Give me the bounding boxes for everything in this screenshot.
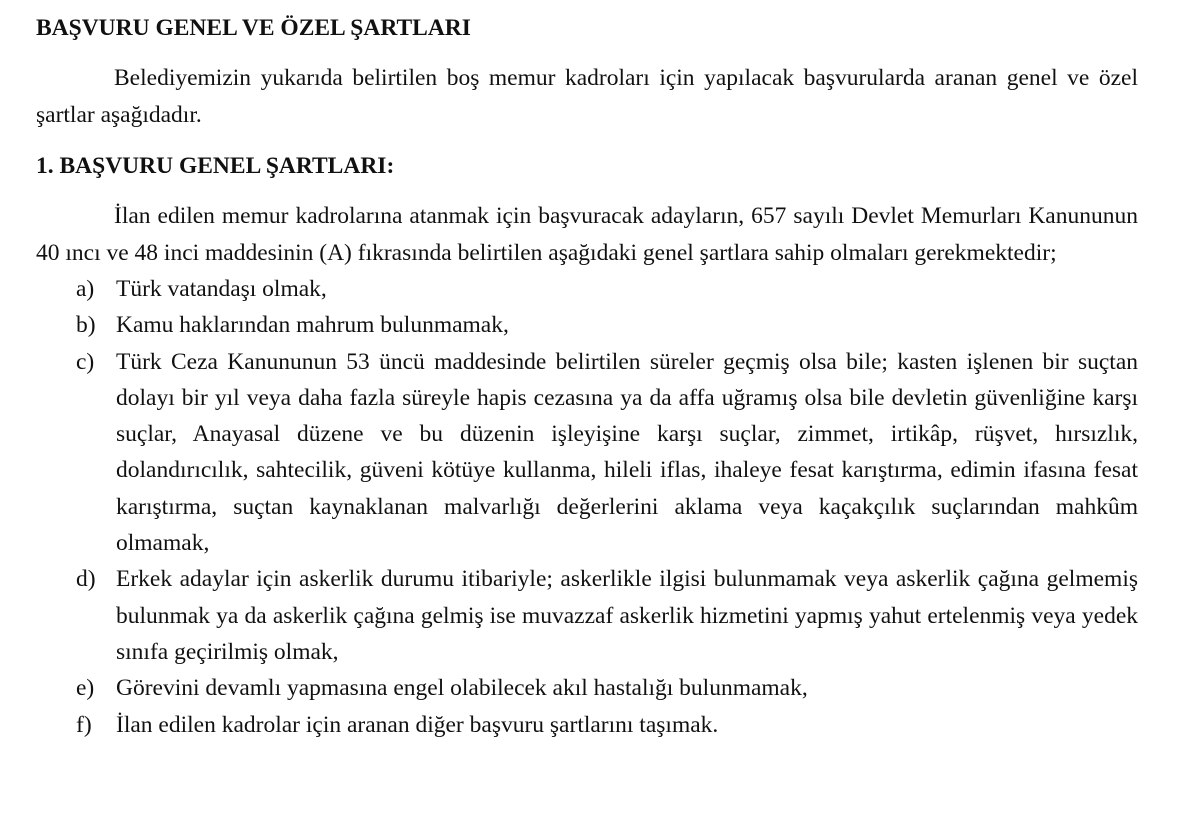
document-title: BAŞVURU GENEL VE ÖZEL ŞARTLARI (36, 15, 471, 41)
list-marker: c) (76, 348, 95, 375)
list-marker: f) (76, 711, 92, 738)
conditions-list (36, 271, 1138, 743)
list-marker: d) (76, 566, 96, 593)
condition-item-a (36, 271, 1138, 307)
condition-item-f (36, 707, 1138, 743)
list-marker: a) (76, 276, 95, 302)
condition-item-c (36, 344, 1138, 562)
section-heading: 1. BAŞVURU GENEL ŞARTLARI: (36, 153, 395, 179)
condition-text: Kamu haklarından mahrum bulunmamak, (116, 312, 509, 339)
list-marker: b) (76, 312, 96, 339)
condition-text: Erkek adaylar için askerlik durumu itibariyle; askerlikle ilgisi bulunmamak veya askerlik çağına gelmemiş bulunmak ya da askerlik çağına gelmiş ise muvazzaf askerlik hizmetini yapmış yahut ertelenmiş veya yedek sınıfa geçirilmiş olmak, (116, 566, 1138, 665)
condition-text: Türk vatandaşı olmak, (116, 276, 327, 302)
condition-item-b (36, 307, 1138, 343)
condition-item-d (36, 561, 1138, 670)
list-marker: e) (76, 675, 95, 702)
condition-text: Türk Ceza Kanununun 53 üncü maddesinde belirtilen süreler geçmiş olsa bile; kasten işlenen bir suçtan dolayı bir yıl veya daha fazla süreyle hapis cezasına ya da affa uğramış olsa bile devletin güvenliğine karşı suçlar, Anayasal düzene ve bu düzenin işleyişine karşı suçlar, zimmet, irtikâp, rüşvet, hırsızlık, dolandırıcılık, sahtecilik, güveni kötüye kullanma, hileli iflas, ihaleye fesat karıştırma, edimin ifasına fesat karıştırma, suçtan kaynaklanan malvarlığı değerlerini aklama veya kaçakçılık suçlarından mahkûm olmamak, (116, 348, 1138, 557)
condition-text: İlan edilen kadrolar için aranan diğer başvuru şartlarını taşımak. (116, 711, 719, 738)
section-intro-paragraph: İlan edilen memur kadrolarına atanmak için başvuracak adayların, 657 sayılı Devlet Memurları Kanununun 40 ıncı ve 48 inci maddesinin (A) fıkrasında belirtilen aşağıdaki genel şartlara sahip olmaları gerekmektedir; (36, 203, 1138, 266)
intro-paragraph: Belediyemizin yukarıda belirtilen boş memur kadroları için yapılacak başvurularda aranan genel ve özel şartlar aşağıdadır. (36, 65, 1138, 128)
condition-text: Görevini devamlı yapmasına engel olabilecek akıl hastalığı bulunmamak, (116, 675, 808, 702)
condition-item-e (36, 670, 1138, 706)
